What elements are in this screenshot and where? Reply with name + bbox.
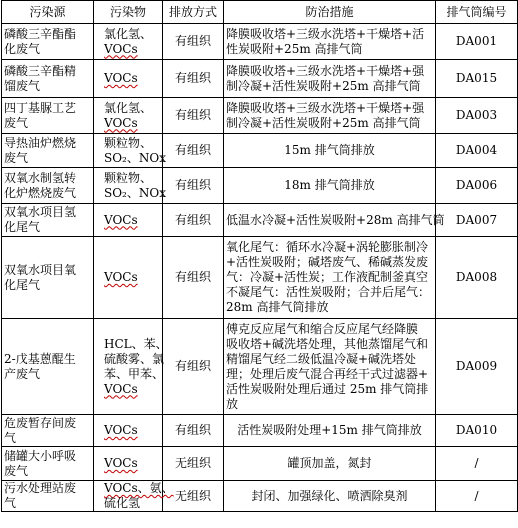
document-page — [1, 0, 517, 512]
pollution-source-cell-line: 产废气 — [4, 366, 41, 381]
pollutant-cell — [94, 98, 163, 134]
header-pollutant: 污染物 — [94, 1, 163, 24]
pollution-source-cell — [2, 98, 94, 134]
header-control-measures: 防治措施 — [224, 1, 436, 24]
pollution-source-cell — [2, 60, 94, 98]
control-measures-cell — [224, 237, 436, 319]
pollution-source-cell-line: 磷酸三辛酯精 — [4, 63, 77, 78]
control-measures-cell — [224, 319, 436, 415]
control-measures-cell-line: 不凝尾气：活性炭吸附；合并后尾气： — [226, 285, 431, 299]
discharge-mode-cell: 有组织 — [163, 24, 224, 60]
pollutant-cell-line: VOCs — [104, 212, 138, 227]
pollutant-cell-line: VOCs — [104, 270, 138, 284]
pollution-source-cell-line: 气 — [4, 430, 17, 445]
pollutant-cell-line: 硫化氢 — [104, 496, 141, 510]
control-measures-cell — [224, 447, 436, 481]
header-stack-number: 排气筒编号 — [436, 1, 518, 24]
control-measures-cell-line: 28m 高排气筒排放 — [226, 300, 329, 314]
pollution-source-cell — [2, 204, 94, 237]
pollution-source-cell-line: 馏废气 — [4, 78, 41, 93]
control-measures-cell-line: +活性炭吸附；碱塔废气、稀碱蒸发废 — [226, 255, 429, 269]
pollution-source-cell-line: 双氧水项目氧 — [4, 262, 77, 277]
pollutant-cell — [94, 60, 163, 98]
pollutant-cell-line: SO₂、NOx — [104, 185, 166, 200]
pollution-source-cell-line: 废气 — [4, 115, 29, 130]
control-measures-cell-line: 放 — [226, 396, 239, 411]
pollutant-cell-line: VOCs — [104, 456, 138, 470]
control-measures-cell-line: 15m 排气筒排放 — [284, 143, 375, 157]
table-row — [2, 415, 518, 447]
control-measures-cell-line: 低温水冷凝+活性炭吸附+28m 高排气筒 — [226, 212, 445, 227]
pollutant-cell-line: 颗粒物、 — [104, 135, 153, 150]
stack-number-cell: DA008 — [436, 237, 518, 319]
pollutant-cell-line: 硫酸雾、氯 — [104, 351, 165, 366]
pollution-source-cell-line: 双氧水制氢转 — [4, 170, 77, 185]
pollutant-cell-line: 氯化氢、 — [104, 26, 153, 41]
table-row — [2, 24, 518, 60]
discharge-mode-cell: 有组织 — [163, 204, 224, 237]
control-measures-cell-line: 性炭吸附+25m 高排气筒 — [226, 41, 363, 56]
pollution-source-cell-line: 双氧水项目氢 — [4, 205, 77, 219]
pollutant-cell-line: VOCs — [104, 423, 138, 437]
pollutant-cell-line: 氯化氢、 — [104, 100, 153, 115]
pollution-source-cell-line: 储罐大小呼吸 — [4, 448, 77, 463]
table-row — [2, 319, 518, 415]
control-measures-cell-line: 氧化尾气：循环水冷凝+涡轮膨胀制冷 — [226, 240, 429, 254]
discharge-mode-cell: 有组织 — [163, 319, 224, 415]
pollutant-cell — [94, 415, 163, 447]
pollution-source-cell-line: 四丁基脲工艺 — [4, 100, 77, 115]
pollutant-cell-line: VOCs — [104, 41, 138, 56]
pollution-source-cell — [2, 24, 94, 60]
control-measures-cell-line: 傅克反应尾气和缩合反应尾气经降膜 — [226, 321, 419, 336]
control-measures-cell-line: 吸收塔+碱洗塔处理，其他蒸馏尾气和 — [226, 336, 429, 351]
pollutant-cell-line: VOCs — [104, 71, 138, 85]
pollutant-cell-line: 苯、甲苯、 — [104, 366, 165, 381]
header-row — [2, 1, 518, 24]
discharge-mode-cell: 有组织 — [163, 237, 224, 319]
pollution-source-cell — [2, 447, 94, 481]
pollution-source-cell — [2, 415, 94, 447]
stack-number-cell: DA010 — [436, 415, 518, 447]
stack-number-cell: DA007 — [436, 204, 518, 237]
pollution-source-cell — [2, 481, 94, 512]
discharge-mode-cell: 有组织 — [163, 134, 224, 168]
control-measures-cell — [224, 481, 436, 512]
stack-number-cell: DA004 — [436, 134, 518, 168]
pollutant-cell — [94, 481, 174, 512]
pollutant-cell-line: VOCs — [104, 381, 138, 396]
pollutant-cell — [94, 134, 166, 168]
table-row — [2, 204, 518, 237]
table-row — [2, 237, 518, 319]
control-measures-cell-line: 降膜吸收塔+三级水洗塔+干燥塔+强 — [226, 100, 425, 115]
control-measures-cell-line: 气：冷凝+活性炭；工作液配制釜真空 — [226, 270, 429, 284]
control-measures-cell-line: 18m 排气筒排放 — [284, 178, 375, 192]
discharge-mode-cell: 有组织 — [163, 415, 224, 447]
control-measures-cell — [224, 415, 436, 447]
pollution-source-cell-line: 化废气 — [4, 41, 41, 56]
pollution-source-cell-line: 磷酸三辛酯酯 — [4, 26, 77, 41]
pollutant-cell — [94, 237, 163, 319]
discharge-mode-cell: 无组织 — [163, 447, 224, 481]
stack-number-cell: DA003 — [436, 98, 518, 134]
stack-number-cell: / — [436, 447, 518, 481]
pollutant-cell — [94, 168, 166, 204]
pollution-source-cell-line: 化尾气 — [4, 220, 41, 234]
control-measures-cell-line: 活性炭吸附处理后通过 25m 排气筒排 — [226, 381, 429, 396]
pollution-source-cell — [2, 319, 94, 415]
stack-number-cell: DA009 — [436, 319, 518, 415]
discharge-mode-cell: 无组织 — [163, 481, 224, 512]
control-measures-cell-line: 封闭、加强绿化、喷洒除臭剂 — [251, 488, 408, 503]
pollutant-cell — [94, 24, 163, 60]
table-row — [2, 447, 518, 481]
control-measures-cell-line: 理；处理后废气混合再经干式过滤器+ — [226, 366, 429, 381]
pollution-source-cell-line: 污水处理站废 — [4, 481, 77, 495]
control-measures-cell-line: 精馏尾气经二级低温冷凝+碱洗塔处 — [226, 351, 417, 366]
stack-number-cell: DA015 — [436, 60, 518, 98]
pollutant-cell-line: SO₂、NOx — [104, 150, 166, 165]
pollution-source-cell-line: 废气 — [4, 150, 29, 165]
pollution-source-cell-line: 危废暂存间废 — [4, 415, 77, 430]
pollution-source-cell-line: 化尾气 — [4, 277, 41, 292]
pollutant-cell-line: VOCs — [104, 115, 138, 130]
table-row — [2, 98, 518, 134]
discharge-mode-cell: 有组织 — [163, 98, 224, 134]
table-row — [2, 60, 518, 98]
pollutant-cell — [94, 204, 163, 237]
pollution-source-cell — [2, 134, 94, 168]
pollution-control-table — [1, 0, 518, 512]
table-row — [2, 168, 518, 204]
pollution-source-cell-line: 2-戊基蒽醌生 — [4, 351, 76, 366]
pollutant-cell-line: HCL、苯、 — [104, 336, 168, 351]
control-measures-cell-line: 降膜吸收塔+三级水洗塔+干燥塔+活 — [226, 26, 425, 41]
control-measures-cell-line: 降膜吸收塔+三级水洗塔+干燥塔+强 — [226, 63, 425, 78]
header-discharge-mode: 排放方式 — [163, 1, 224, 24]
control-measures-cell-line: 罐顶加盖，氮封 — [287, 456, 372, 470]
control-measures-cell-line: 制冷凝+活性炭吸附+25m 高排气筒 — [226, 115, 421, 130]
discharge-mode-cell: 有组织 — [163, 168, 224, 204]
pollution-source-cell-line: 导热油炉燃烧 — [4, 135, 77, 150]
pollution-source-cell-line: 化炉燃烧废气 — [4, 185, 77, 200]
pollutant-cell — [94, 447, 163, 481]
control-measures-cell — [224, 168, 436, 204]
stack-number-cell: DA006 — [436, 168, 518, 204]
header-pollution-source: 污染源 — [2, 1, 94, 24]
control-measures-cell — [224, 134, 436, 168]
control-measures-cell-line: 制冷凝+活性炭吸附+25m 高排气筒 — [226, 78, 421, 93]
discharge-mode-cell: 有组织 — [163, 60, 224, 98]
table-row — [2, 134, 518, 168]
pollution-source-cell-line: 废气 — [4, 463, 29, 478]
pollutant-cell-line: 颗粒物、 — [104, 170, 153, 185]
control-measures-cell — [224, 60, 436, 98]
control-measures-cell-line: 活性炭吸附处理+15m 排气筒排放 — [237, 423, 422, 437]
pollutant-cell-line: VOCs、氨、 — [104, 481, 174, 495]
pollutant-cell — [94, 319, 168, 415]
control-measures-cell — [224, 98, 436, 134]
table-row — [2, 481, 518, 512]
stack-number-cell: / — [436, 481, 518, 512]
pollution-source-cell — [2, 168, 94, 204]
control-measures-cell — [224, 204, 445, 237]
control-measures-cell — [224, 24, 436, 60]
pollution-source-cell — [2, 237, 94, 319]
stack-number-cell: DA001 — [436, 24, 518, 60]
pollution-source-cell-line: 气 — [4, 496, 17, 510]
